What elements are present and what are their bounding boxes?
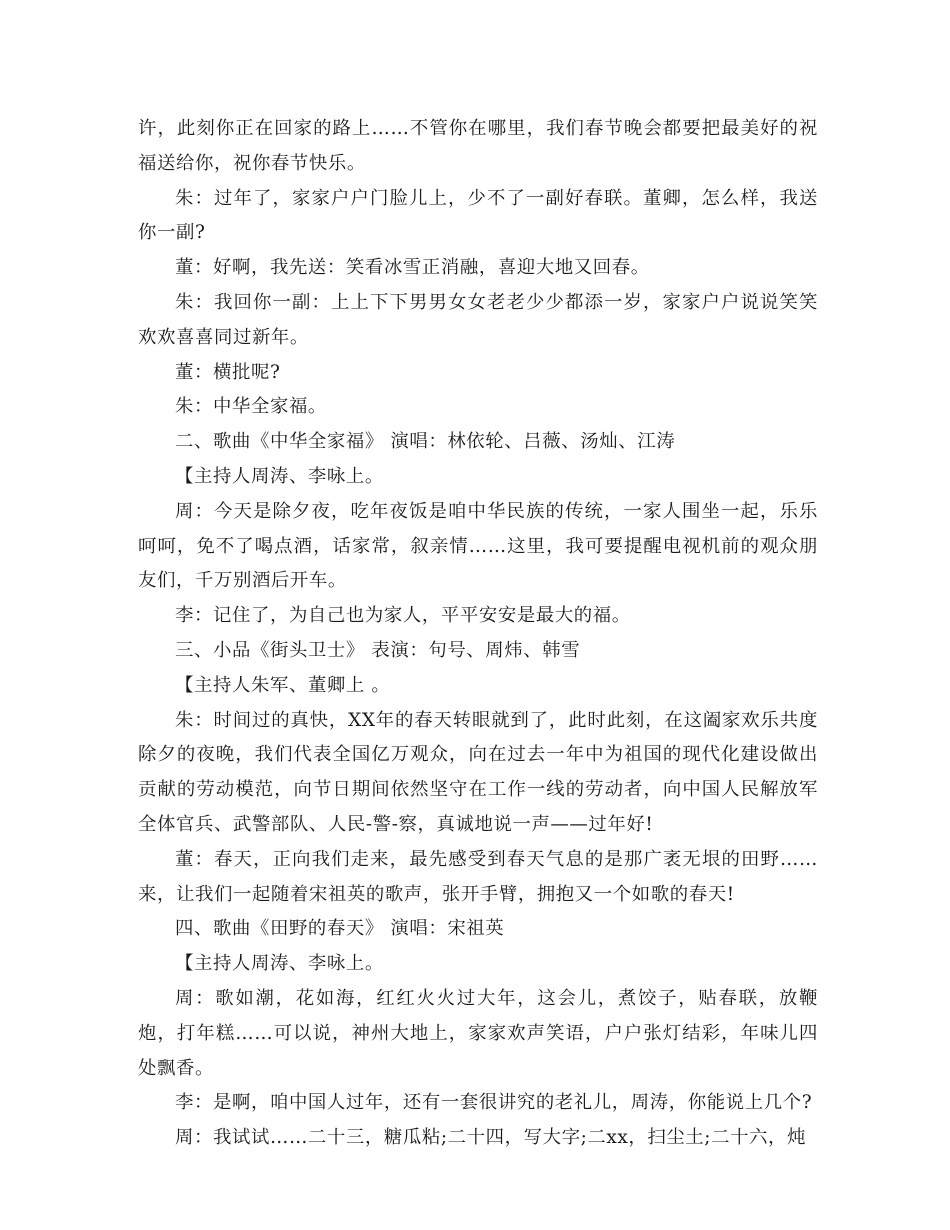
paragraph: 周：今天是除夕夜，吃年夜饭是咱中华民族的传统，一家人围坐一起，乐乐呵呵，免不了喝点酒，话家常，叙亲情……这里，我可要提醒电视机前的观众朋友们，千万别酒后开车。 xyxy=(138,500,818,592)
paragraph: 朱：过年了，家家户户门脸儿上，少不了一副好春联。董卿，怎么样，我送你一副? xyxy=(138,187,818,244)
document-body xyxy=(138,112,818,1156)
paragraph: 朱：我回你一副：上上下下男男女女老老少少都添一岁，家家户户说说笑笑欢欢喜喜同过新年。 xyxy=(138,291,818,348)
paragraph: 许，此刻你正在回家的路上……不管你在哪里，我们春节晚会都要把最美好的祝福送给你，祝你春节快乐。 xyxy=(138,118,818,174)
paragraph: 董：春天，正向我们走来，最先感受到春天气息的是那广袤无垠的田野……来，让我们一起随着宋祖英的歌声，张开手臂，拥抱又一个如歌的春天! xyxy=(138,848,818,905)
section-heading: 三、小品《街头卫士》 表演：句号、周炜、韩雪 xyxy=(175,639,581,661)
paragraph: 李：记住了，为自己也为家人，平平安安是最大的福。 xyxy=(175,605,631,627)
paragraph: 李：是啊，咱中国人过年，还有一套很讲究的老礼儿，周涛，你能说上几个? xyxy=(175,1092,813,1114)
paragraph: 朱：时间过的真快，XX年的春天转眼就到了，此时此刻，在这阖家欢乐共度除夕的夜晚，我们代表全国亿万观众，向在过去一年中为祖国的现代化建设做出贡献的劳动模范，向节日期间依然坚守在工作一线的劳动者，向中国人民解放军全体官兵、武警部队、人民-警-察，真诚地说一声——过年好! xyxy=(138,709,818,835)
stage-direction: 【主持人周涛、李咏上。 xyxy=(175,953,384,975)
stage-direction: 【主持人周涛、李咏上。 xyxy=(175,465,384,487)
paragraph: 董：好啊，我先送：笑看冰雪正消融，喜迎大地又回春。 xyxy=(175,257,650,279)
paragraph: 朱：中华全家福。 xyxy=(175,396,327,418)
paragraph: 董：横批呢? xyxy=(175,361,281,383)
section-heading: 四、歌曲《田野的春天》 演唱：宋祖英 xyxy=(175,918,505,940)
section-heading: 二、歌曲《中华全家福》 演唱：林依轮、吕薇、汤灿、江涛 xyxy=(175,431,676,453)
stage-direction: 【主持人朱军、董卿上 。 xyxy=(175,674,391,696)
paragraph: 周：我试试……二十三，糖瓜粘;二十四，写大字;二xx，扫尘土;二十六，炖 xyxy=(175,1127,807,1149)
paragraph: 周：歌如潮，花如海，红红火火过大年，这会儿，煮饺子，贴春联，放鞭炮，打年糕……可以说，神州大地上，家家欢声笑语，户户张灯结彩，年味儿四处飘香。 xyxy=(138,987,818,1079)
